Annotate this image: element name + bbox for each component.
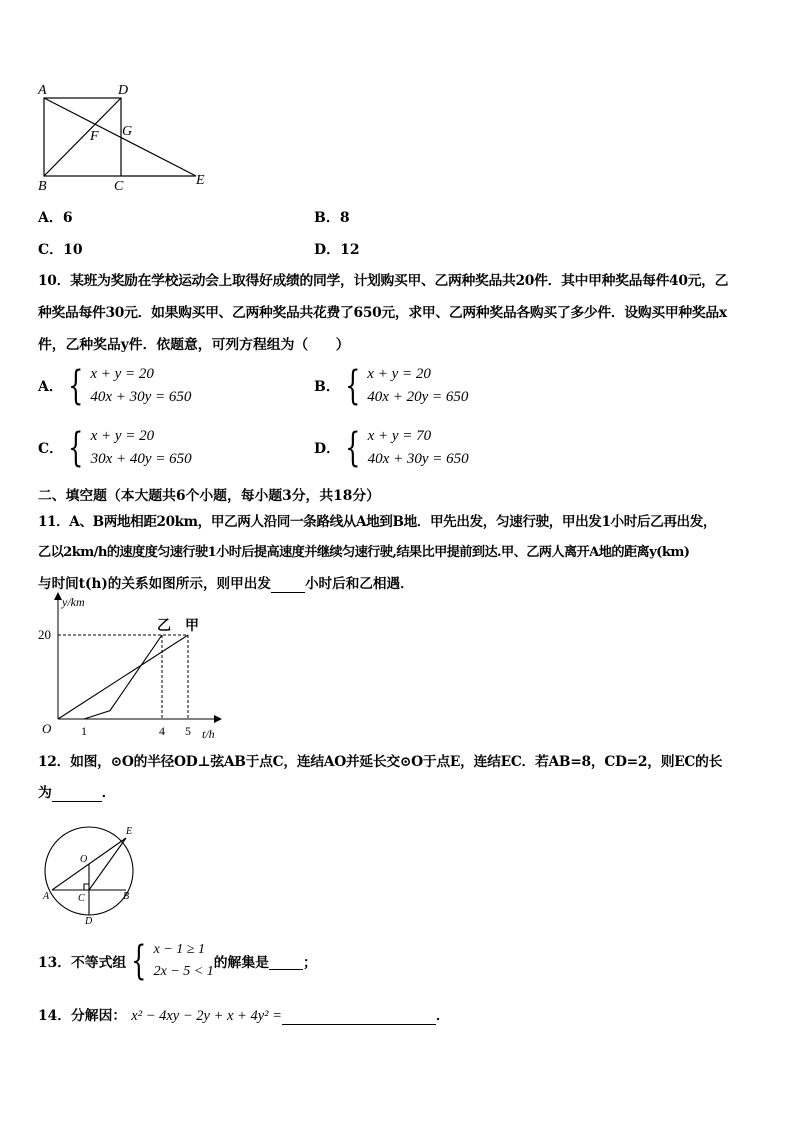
q10-option-c-label: C．	[38, 441, 64, 457]
label-e: E	[126, 826, 133, 837]
q14-expr: x² − 4xy − 2y + x + 4y² =	[131, 1008, 282, 1024]
label-c: C	[78, 893, 85, 904]
q11-line3-b: 小时后和乙相遇．	[304, 576, 414, 592]
label-d: D	[118, 83, 129, 98]
q14-answer-blank[interactable]	[282, 1005, 436, 1025]
q10-d-eq2: 40x + 30y = 650	[367, 451, 469, 467]
q9-option-b[interactable]: B．8	[314, 210, 350, 226]
q11-chart	[30, 592, 230, 740]
label-a: A	[43, 891, 50, 902]
x-tick-4: 4	[159, 724, 165, 738]
brace-icon: {	[345, 425, 361, 471]
q10-c-eq1: x + y = 20	[90, 428, 155, 444]
line-ae	[44, 98, 196, 176]
q9-figure	[30, 80, 220, 195]
q12-figure	[34, 820, 154, 925]
label-o: O	[80, 854, 88, 865]
q11-line3	[38, 572, 414, 593]
brace-icon: {	[131, 938, 147, 984]
q12-line1: 12．如图，⊙O的半径OD⊥弦AB于点C，连结AO并延长交⊙O于点E，连结EC．若AB=8，CD=2，则EC的长	[38, 754, 723, 770]
q11-line2: 乙以2km/h的速度度匀速行驶1小时后提高速度并继续匀速行驶,结果比甲提前到达.甲、乙两人离开A地的距离y(km)	[38, 545, 690, 560]
q13	[38, 939, 317, 983]
q11-answer-blank[interactable]	[271, 576, 305, 593]
brace-icon: {	[68, 425, 84, 471]
label-d: D	[85, 916, 93, 925]
q9-option-d[interactable]: D．12	[314, 242, 360, 258]
q10-option-a[interactable]	[38, 363, 191, 409]
q10-line3: 件，乙种奖品y件．依题意，可列方程组为（ ）	[38, 337, 350, 353]
q10-c-eq2: 30x + 40y = 650	[90, 451, 192, 467]
q13-prefix: 13．不等式组	[38, 955, 127, 971]
q10-line2: 种奖品每件30元．如果购买甲、乙两种奖品共花费了650元，求甲、乙两种奖品各购买了多少件．设购买甲种奖品x	[38, 305, 727, 321]
q10-option-d-label: D．	[314, 441, 341, 457]
label-b: B	[123, 891, 130, 902]
q10-option-b-label: B．	[314, 379, 340, 395]
q10-d-eq1: x + y = 70	[367, 428, 432, 444]
q13-eq2: 2x − 5 < 1	[153, 964, 214, 979]
q13-eq1: x − 1 ≥ 1	[153, 942, 205, 957]
diagonal-bd	[44, 98, 121, 176]
line-ec	[89, 838, 126, 890]
q9-option-a[interactable]: A．6	[38, 210, 73, 226]
label-b: B	[38, 179, 47, 194]
x-tick-5: 5	[185, 724, 191, 738]
label-f: F	[90, 129, 99, 144]
x-tick-1: 1	[81, 724, 87, 738]
q10-b-eq1: x + y = 20	[367, 366, 431, 382]
q10-option-c[interactable]	[38, 425, 192, 471]
series-jia-line	[58, 635, 188, 719]
right-angle-mark	[84, 884, 89, 890]
x-axis-label: t/h	[202, 727, 215, 740]
q10-line1: 10．某班为奖励在学校运动会上取得好成绩的同学，计划购买甲、乙两种奖品共20件．其中甲种奖品每件40元，乙	[38, 273, 729, 289]
label-a: A	[38, 83, 47, 98]
q10-option-a-label: A．	[38, 379, 63, 395]
label-g: G	[122, 124, 133, 139]
q14-prefix: 14．分解因：	[38, 1008, 127, 1024]
q10-a-eq2: 40x + 30y = 650	[90, 389, 192, 405]
label-c: C	[114, 179, 124, 194]
series-jia-label: 甲	[185, 619, 199, 634]
q10-option-d[interactable]	[314, 425, 469, 471]
q10-a-eq1: x + y = 20	[90, 366, 154, 382]
q12-line2-text: 为	[38, 785, 52, 801]
q11-line3-a: 与时间t(h)的关系如图所示，则甲出发	[38, 576, 271, 592]
q14	[38, 1004, 450, 1025]
section-title: 二、填空题（本大题共6个小题，每小题3分，共18分）	[38, 488, 380, 504]
q12-line2	[38, 781, 116, 802]
series-yi-label: 乙	[157, 619, 171, 634]
q13-suffix: 的解集是	[213, 955, 269, 971]
brace-icon: {	[67, 363, 84, 409]
q13-end: ；	[302, 955, 317, 971]
q11-line1: 11．A、B两地相距20km，甲乙两人沿同一条路线从A地到B地．甲先出发，匀速行驶，甲出发1小时后乙再出发，	[38, 514, 717, 530]
y-axis-label: y/km	[62, 595, 85, 609]
brace-icon: {	[344, 363, 361, 409]
q10-b-eq2: 40x + 20y = 650	[367, 389, 469, 405]
q14-end: ．	[435, 1008, 450, 1024]
label-e: E	[196, 173, 205, 188]
q12-line2-end: ．	[101, 785, 116, 801]
q13-answer-blank[interactable]	[269, 953, 303, 970]
q10-option-b[interactable]	[314, 363, 468, 409]
q9-option-c[interactable]: C．10	[38, 242, 83, 258]
y-tick-20: 20	[38, 627, 51, 642]
q12-answer-blank[interactable]	[52, 785, 102, 802]
origin-label: O	[42, 721, 52, 736]
